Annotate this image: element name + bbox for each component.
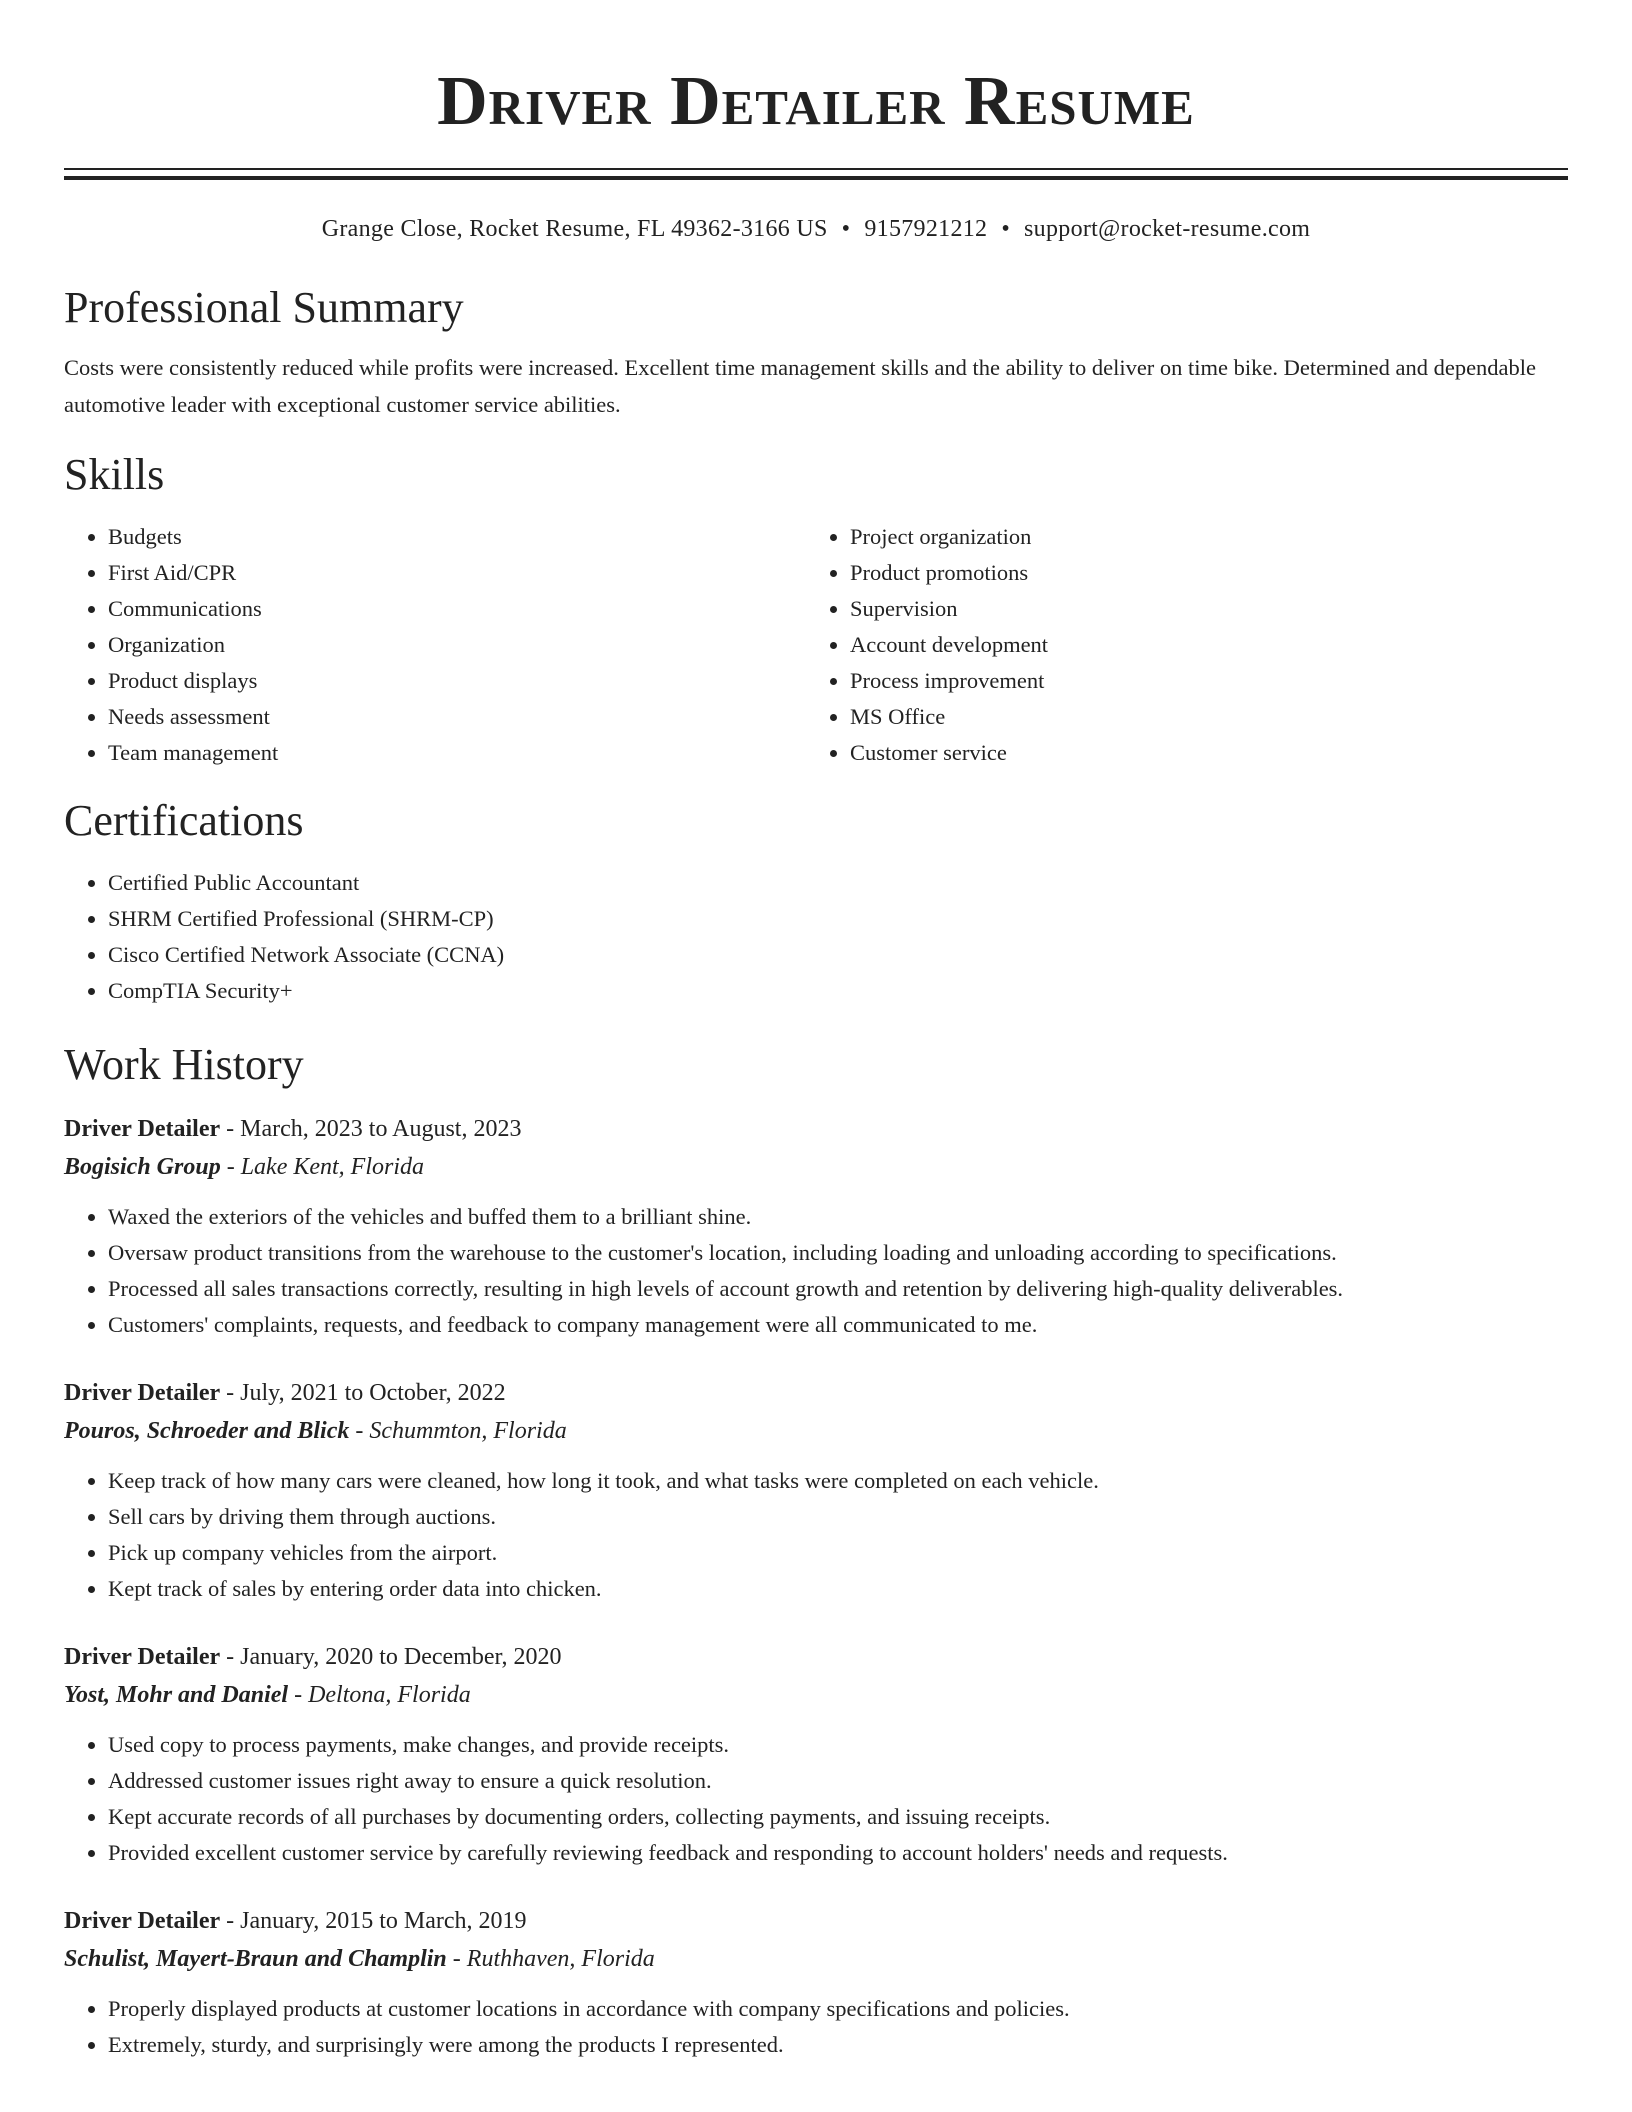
company-line	[64, 1147, 1568, 1187]
job-entry	[64, 1903, 1568, 2063]
skill-item: • Communications	[108, 591, 806, 627]
skill-item: • Budgets	[108, 519, 806, 555]
job-dash: -	[446, 1946, 467, 1972]
job-dash: -	[288, 1682, 309, 1708]
job-bullet: • Kept track of sales by entering order data into chicken.	[108, 1571, 1568, 1607]
job-title: Driver Detailer	[64, 1908, 221, 1934]
job-title-line	[64, 1375, 1568, 1411]
skill-item: • Organization	[108, 627, 806, 663]
job-bullet: • Kept accurate records of all purchases by documenting orders, collecting payments, and issuing receipts.	[108, 1799, 1568, 1835]
company-location: Schummton, Florida	[369, 1418, 567, 1444]
job-title: Driver Detailer	[64, 1116, 221, 1142]
skills-list-left	[64, 519, 806, 771]
job-bullet: • Waxed the exteriors of the vehicles and buffed them to a brilliant shine.	[108, 1199, 1568, 1235]
skills-list-right	[806, 519, 1548, 771]
certification-item: • Certified Public Accountant	[108, 865, 1568, 901]
job-dates: March, 2023 to August, 2023	[240, 1116, 522, 1142]
company-line	[64, 1939, 1568, 1979]
certifications-heading: Certifications	[64, 796, 304, 845]
contact-address: Grange Close, Rocket Resume, FL 49362-3166 US	[321, 216, 828, 242]
skill-item: • MS Office	[850, 699, 1548, 735]
skill-item: • Product displays	[108, 663, 806, 699]
job-bullet: • Addressed customer issues right away to ensure a quick resolution.	[108, 1763, 1568, 1799]
certifications-section	[64, 795, 1568, 1009]
skill-item: • Project organization	[850, 519, 1548, 555]
certification-item: • Cisco Certified Network Associate (CCNA)	[108, 937, 1568, 973]
company-name: Bogisich Group	[64, 1154, 221, 1180]
certification-item: • CompTIA Security+	[108, 973, 1568, 1009]
job-bullet: • Properly displayed products at customer locations in accordance with company specifications and policies.	[108, 1991, 1568, 2027]
job-title: Driver Detailer	[64, 1380, 221, 1406]
contact-separator: •	[1001, 216, 1011, 242]
job-bullet: • Customers' complaints, requests, and feedback to company management were all communicated to me.	[108, 1307, 1568, 1343]
company-line	[64, 1675, 1568, 1715]
job-bullet: • Keep track of how many cars were cleaned, how long it took, and what tasks were completed on each vehicle.	[108, 1463, 1568, 1499]
resume-page	[64, 0, 1568, 2063]
job-entry	[64, 1375, 1568, 1607]
job-title-line	[64, 1639, 1568, 1675]
job-bullets	[64, 1463, 1568, 1607]
job-entry	[64, 1639, 1568, 1871]
job-bullet: • Provided excellent customer service by carefully reviewing feedback and responding to account holders' needs and requests.	[108, 1835, 1568, 1871]
skill-item: • Customer service	[850, 735, 1548, 771]
skills-section	[64, 449, 1568, 771]
contact-phone: 9157921212	[864, 216, 988, 242]
job-title-line	[64, 1111, 1568, 1147]
certifications-list	[64, 865, 1568, 1009]
skill-item: • Needs assessment	[108, 699, 806, 735]
skill-item: • Process improvement	[850, 663, 1548, 699]
certification-item: • SHRM Certified Professional (SHRM-CP)	[108, 901, 1568, 937]
company-line	[64, 1411, 1568, 1451]
job-title-line	[64, 1903, 1568, 1939]
job-bullets	[64, 1727, 1568, 1871]
work-history-section	[64, 1039, 1568, 2063]
skill-item: • Supervision	[850, 591, 1548, 627]
skill-item: • Account development	[850, 627, 1548, 663]
job-title: Driver Detailer	[64, 1644, 221, 1670]
job-entry	[64, 1111, 1568, 1343]
skills-heading: Skills	[64, 450, 165, 499]
job-bullets	[64, 1199, 1568, 1343]
company-location: Deltona, Florida	[308, 1682, 471, 1708]
skill-item: • Product promotions	[850, 555, 1548, 591]
work-history-heading: Work History	[64, 1040, 304, 1089]
skill-item: • Team management	[108, 735, 806, 771]
summary-heading: Professional Summary	[64, 283, 464, 332]
title-divider-thick	[64, 176, 1568, 180]
company-name: Pouros, Schroeder and Blick	[64, 1418, 350, 1444]
company-location: Lake Kent, Florida	[240, 1154, 425, 1180]
job-dash: -	[220, 1380, 241, 1406]
summary-text: Costs were consistently reduced while profits were increased. Excellent time management skills and the ability to deliver on time bike. Determined and dependable automotive leader with exceptional customer service abilities.	[64, 355, 1537, 417]
job-dash: -	[349, 1418, 370, 1444]
job-dash: -	[220, 1116, 241, 1142]
job-dates: January, 2020 to December, 2020	[240, 1644, 562, 1670]
company-location: Ruthhaven, Florida	[466, 1946, 655, 1972]
job-dates: July, 2021 to October, 2022	[240, 1380, 506, 1406]
job-bullet: • Sell cars by driving them through auctions.	[108, 1499, 1568, 1535]
skill-item: • First Aid/CPR	[108, 555, 806, 591]
skills-grid	[64, 519, 1568, 771]
job-dates: January, 2015 to March, 2019	[240, 1908, 527, 1934]
title-divider-thin	[64, 168, 1568, 170]
company-name: Schulist, Mayert-Braun and Champlin	[64, 1946, 447, 1972]
contact-separator: •	[841, 216, 851, 242]
job-bullet: • Pick up company vehicles from the airport.	[108, 1535, 1568, 1571]
contact-email[interactable]: support@rocket-resume.com	[1024, 216, 1311, 242]
job-dash: -	[220, 1154, 241, 1180]
job-bullet: • Processed all sales transactions correctly, resulting in high levels of account growth and retention by delivering high-quality deliverables.	[108, 1271, 1568, 1307]
contact-line	[64, 214, 1568, 244]
summary-section	[64, 282, 1568, 423]
job-bullet: • Used copy to process payments, make changes, and provide receipts.	[108, 1727, 1568, 1763]
job-dash: -	[220, 1908, 241, 1934]
job-bullet: • Extremely, sturdy, and surprisingly were among the products I represented.	[108, 2027, 1568, 2063]
company-name: Yost, Mohr and Daniel	[64, 1682, 289, 1708]
page-title: Driver Detailer Resume	[437, 63, 1195, 140]
job-bullet: • Oversaw product transitions from the warehouse to the customer's location, including loading and unloading according to specifications.	[108, 1235, 1568, 1271]
job-bullets	[64, 1991, 1568, 2063]
job-dash: -	[220, 1644, 241, 1670]
